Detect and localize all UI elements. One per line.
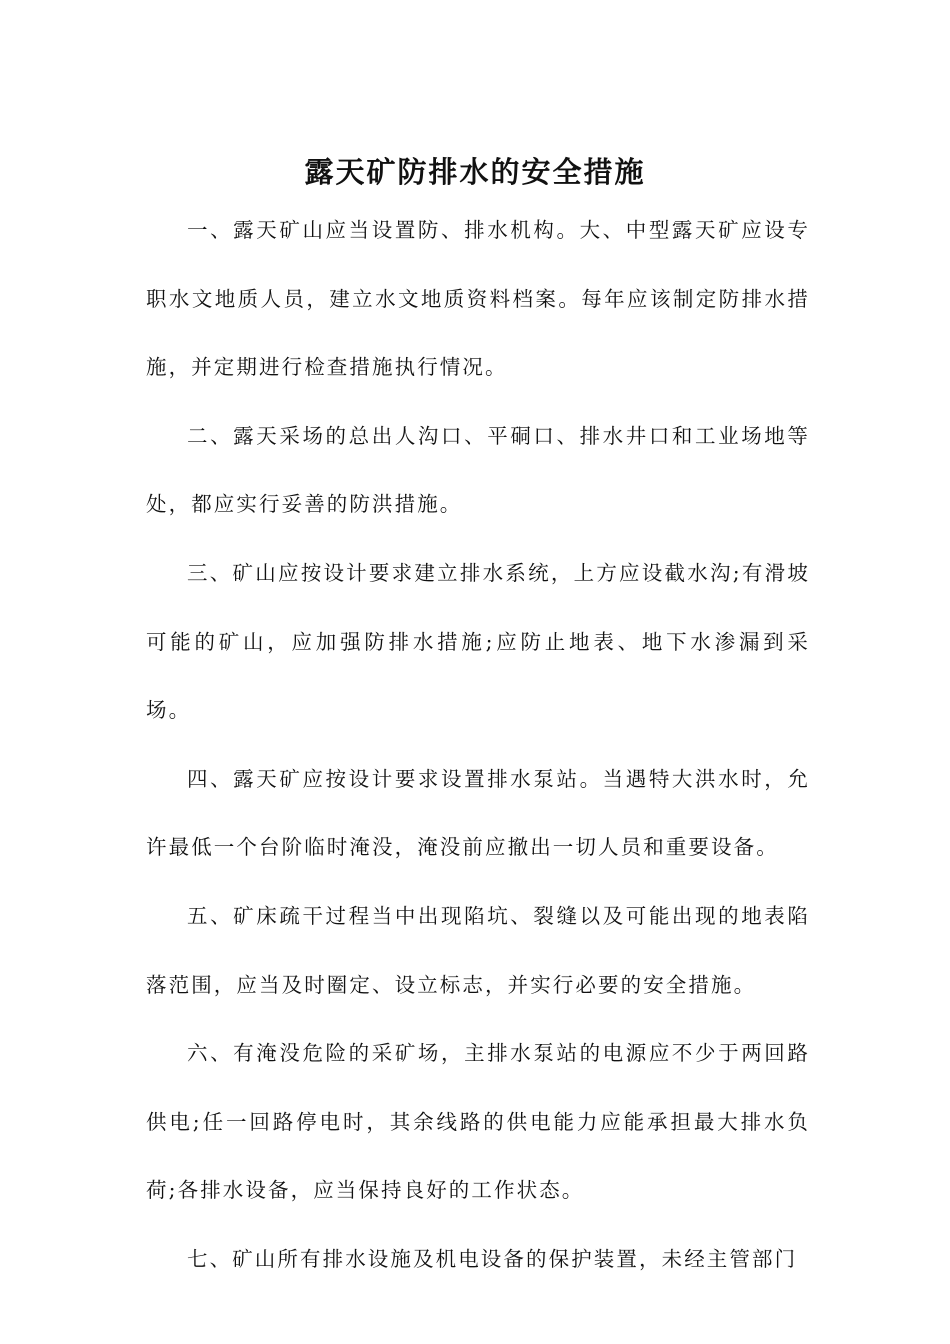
paragraph-6: 六、有淹没危险的采矿场，主排水泵站的电源应不少于两回路供电;任一回路停电时，其余线路的供电能力应能承担最大排水负荷;各排水设备，应当保持良好的工作状态。 [146,1041,810,1203]
paragraph-7: 七、矿山所有排水设施及机电设备的保护装置，未经主管部门 [187,1246,798,1271]
document-body [146,196,810,1294]
paragraph-3: 三、矿山应按设计要求建立排水系统，上方应设截水沟;有滑坡可能的矿山，应加强防排水措施;应防止地表、地下水渗漏到采场。 [146,560,810,723]
paragraph-2: 二、露天采场的总出人沟口、平硐口、排水井口和工业场地等处，都应实行妥善的防洪措施。 [146,423,810,517]
document-title: 露天矿防排水的安全措施 [304,155,646,190]
paragraph-1: 一、露天矿山应当设置防、排水机构。大、中型露天矿应设专职水文地质人员，建立水文地质资料档案。每年应该制定防排水措施，并定期进行检查措施执行情况。 [146,218,810,380]
paragraph-5: 五、矿床疏干过程当中出现陷坑、裂缝以及可能出现的地表陷落范围，应当及时圈定、设立标志，并实行必要的安全措施。 [146,903,810,997]
paragraph-4: 四、露天矿应按设计要求设置排水泵站。当遇特大洪水时，允许最低一个台阶临时淹没，淹没前应撤出一切人员和重要设备。 [146,766,810,860]
